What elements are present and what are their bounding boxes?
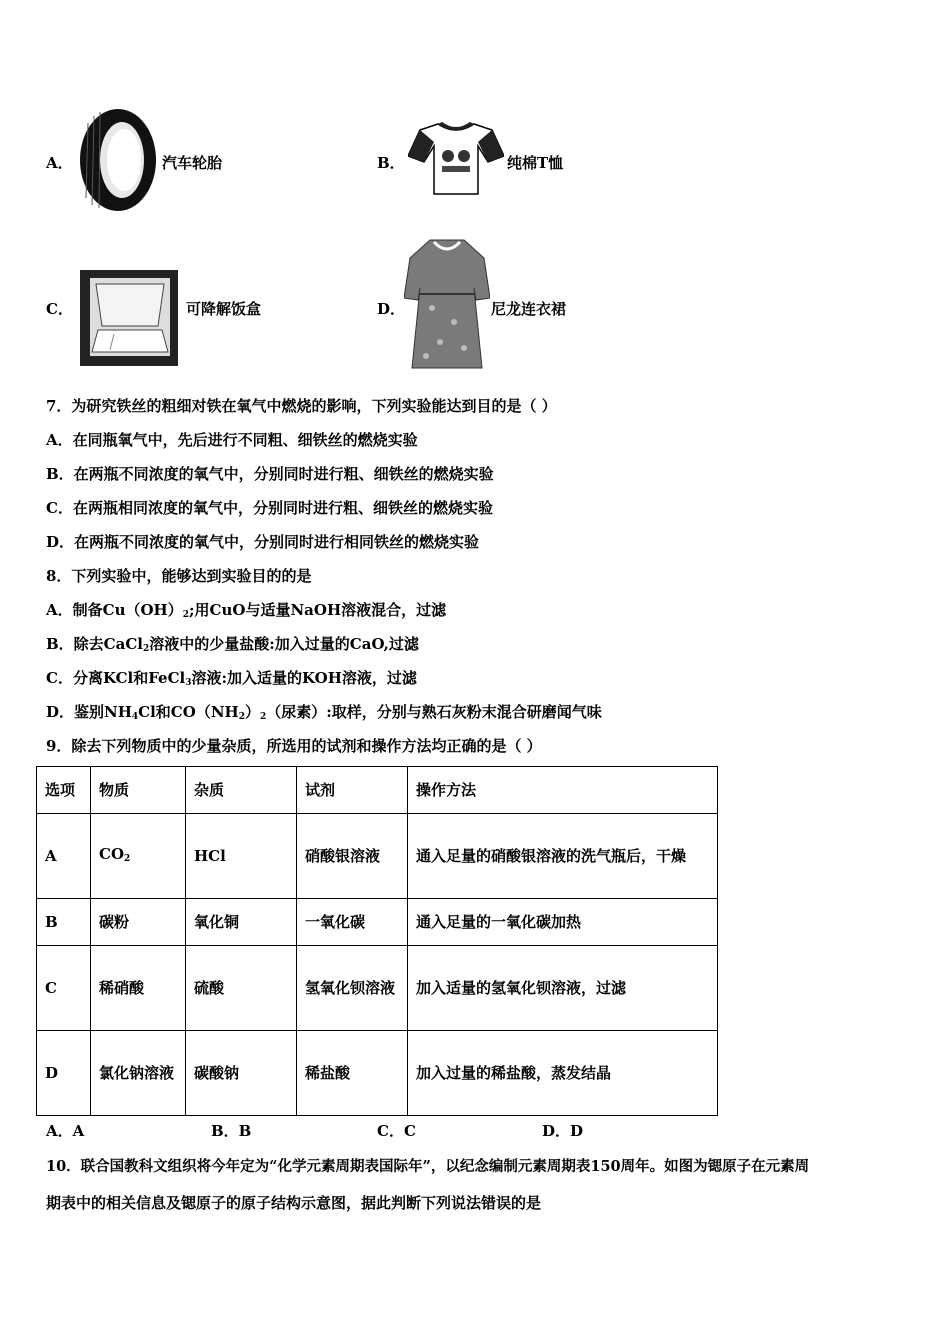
tire-icon bbox=[78, 108, 162, 212]
cell-reagent: 硝酸银溶液 bbox=[297, 814, 408, 899]
cell-impurity: 碳酸钠 bbox=[186, 1031, 297, 1116]
cell-impurity: 氧化铜 bbox=[186, 899, 297, 946]
option-letter: A． bbox=[46, 154, 73, 172]
question-stem: 7．为研究铁丝的粗细对铁在氧气中燃烧的影响，下列实验能达到目的是（ ） bbox=[46, 397, 557, 415]
cell-option: C bbox=[37, 946, 91, 1031]
header-cell: 试剂 bbox=[297, 767, 408, 814]
answer-d: D．D bbox=[542, 1122, 584, 1140]
question-stem-line-1: 10．联合国教科文组织将今年定为“化学元素周期表国际年”，以纪念编制元素周期表150周年。如图为锶原子在元素周 bbox=[46, 1158, 810, 1175]
cell-impurity: 硫酸 bbox=[186, 946, 297, 1031]
option-letter: D． bbox=[377, 300, 406, 318]
option-d: D．在两瓶不同浓度的氧气中，分别同时进行相同铁丝的燃烧实验 bbox=[46, 533, 480, 551]
lunchbox-icon bbox=[80, 270, 178, 366]
tshirt-icon bbox=[408, 120, 504, 196]
cell-substance: 稀硝酸 bbox=[91, 946, 186, 1031]
answer-c: C．C bbox=[377, 1122, 416, 1140]
cell-substance: 碳粉 bbox=[91, 899, 186, 946]
option-a: A．在同瓶氧气中，先后进行不同粗、细铁丝的燃烧实验 bbox=[46, 431, 418, 449]
header-cell: 选项 bbox=[37, 767, 91, 814]
dress-icon bbox=[404, 238, 490, 372]
option-a: A．制备$Cu(OH)_2$;用CuO与适量NaOH溶液混合，过滤 bbox=[46, 601, 447, 620]
header-cell: 杂质 bbox=[186, 767, 297, 814]
answer-b: B．B bbox=[211, 1122, 252, 1140]
table-row bbox=[37, 899, 718, 946]
option-c: C．分离KCl和FeCl$_3$溶液:加入适量的KOH溶液，过滤 bbox=[46, 669, 417, 688]
table-row bbox=[37, 946, 718, 1031]
table-header-row bbox=[37, 767, 718, 814]
option-label: 纯棉T恤 bbox=[507, 154, 564, 172]
cell-substance: $CO_2$ bbox=[91, 814, 186, 899]
option-letter: B． bbox=[377, 154, 405, 172]
table-row bbox=[37, 1031, 718, 1116]
question-stem-line-2: 期表中的相关信息及锶原子的原子结构示意图，据此判断下列说法错误的是 bbox=[46, 1194, 542, 1212]
cell-option: A bbox=[37, 814, 91, 899]
cell-impurity: HCl bbox=[186, 814, 297, 899]
option-letter: C． bbox=[46, 300, 73, 318]
cell-method: 通入足量的一氧化碳加热 bbox=[408, 899, 718, 946]
cell-reagent: 稀盐酸 bbox=[297, 1031, 408, 1116]
option-label: 尼龙连衣裙 bbox=[491, 300, 567, 318]
cell-method: 加入适量的氢氧化钡溶液，过滤 bbox=[408, 946, 718, 1031]
option-c: C．在两瓶相同浓度的氧气中，分别同时进行粗、细铁丝的燃烧实验 bbox=[46, 499, 493, 517]
impurity-table bbox=[36, 766, 718, 1116]
option-label: 可降解饭盒 bbox=[186, 300, 262, 318]
option-d: D．鉴别$NH_4Cl$和$CO(NH_2)_2$（尿素）:取样，分别与熟石灰粉末混合研磨闻气味 bbox=[46, 703, 602, 722]
header-cell: 操作方法 bbox=[408, 767, 718, 814]
cell-substance: 氯化钠溶液 bbox=[91, 1031, 186, 1116]
cell-option: B bbox=[37, 899, 91, 946]
option-b: B．除去CaCl$_2$溶液中的少量盐酸:加入过量的CaO,过滤 bbox=[46, 635, 419, 654]
table-row bbox=[37, 814, 718, 899]
cell-method: 通入足量的硝酸银溶液的洗气瓶后，干燥 bbox=[408, 814, 718, 899]
header-cell: 物质 bbox=[91, 767, 186, 814]
answer-a: A．A bbox=[46, 1122, 85, 1140]
cell-method: 加入过量的稀盐酸，蒸发结晶 bbox=[408, 1031, 718, 1116]
cell-reagent: 氢氧化钡溶液 bbox=[297, 946, 408, 1031]
question-stem: 8．下列实验中，能够达到实验目的的是 bbox=[46, 567, 312, 585]
cell-option: D bbox=[37, 1031, 91, 1116]
cell-reagent: 一氧化碳 bbox=[297, 899, 408, 946]
option-label: 汽车轮胎 bbox=[162, 154, 223, 172]
option-b: B．在两瓶不同浓度的氧气中，分别同时进行粗、细铁丝的燃烧实验 bbox=[46, 465, 494, 483]
question-stem: 9．除去下列物质中的少量杂质，所选用的试剂和操作方法均正确的是（ ） bbox=[46, 737, 542, 755]
